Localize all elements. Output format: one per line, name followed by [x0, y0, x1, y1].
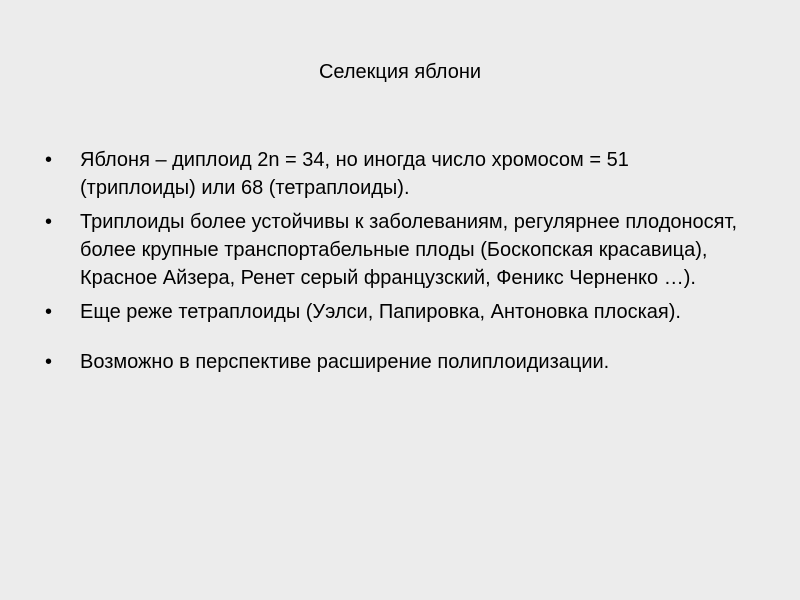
bullet-list: [45, 146, 745, 382]
bullet-text: Яблоня – диплоид 2n = 34, но иногда число хромосом = 51 (триплоиды) или 68 (тетраплоиды).: [80, 149, 629, 199]
bullet-item-4: [45, 348, 745, 376]
bullet-item-1: [45, 146, 745, 202]
bullet-icon: •: [45, 211, 53, 233]
bullet-item-2: [45, 208, 745, 292]
bullet-text: Триплоиды более устойчивы к заболеваниям, регулярнее плодоносят, более крупные транспортабельные плоды (Боскопская красавица), Красное Айзера, Ренет серый французский, Феникс Черненко …).: [80, 211, 738, 289]
bullet-text: Возможно в перспективе расширение полиплоидизации.: [80, 351, 610, 373]
bullet-icon: •: [45, 351, 53, 373]
bullet-item-3: [45, 298, 745, 326]
bullet-icon: •: [45, 149, 53, 171]
bullet-text: Еще реже тетраплоиды (Уэлси, Папировка, Антоновка плоская).: [80, 301, 681, 323]
bullet-icon: •: [45, 301, 53, 323]
slide-title: Селекция яблони: [318, 61, 482, 83]
